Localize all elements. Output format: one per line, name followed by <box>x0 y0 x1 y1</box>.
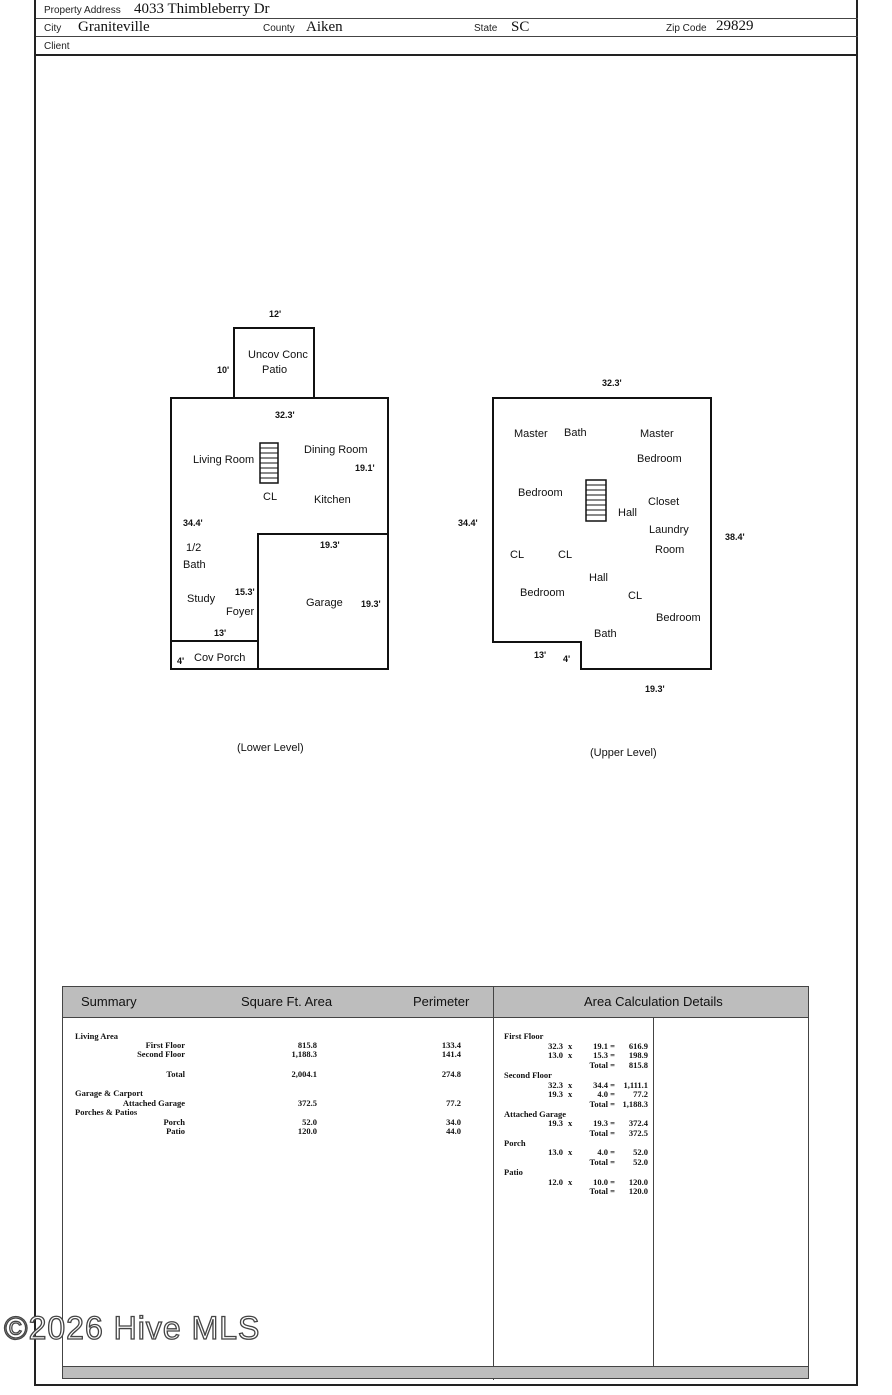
summary-row-perimeter: 274.8 <box>441 1069 461 1079</box>
dim-upper-notch-height: 4' <box>563 654 571 664</box>
dim-lower-top: 32.3' <box>275 410 295 420</box>
room-cl-1: CL <box>510 549 525 561</box>
summary-row-label: Garage & Carport <box>75 1088 143 1098</box>
detail-total-value: 1,188.3 <box>622 1098 648 1109</box>
zip-value: 29829 <box>716 18 754 34</box>
detail-times-sign: x <box>568 1040 573 1051</box>
summary-row-label: Patio <box>166 1126 185 1136</box>
summary-row-perimeter: 44.0 <box>446 1126 461 1136</box>
dim-patio-height: 10' <box>217 365 230 375</box>
address-row <box>36 0 858 19</box>
summary-row-area: 2,004.1 <box>291 1069 317 1079</box>
state-label: State <box>474 23 498 34</box>
summary-row-perimeter: 77.2 <box>446 1098 461 1108</box>
summary-header-bar <box>63 987 808 1018</box>
header-summary: Summary <box>81 994 137 1009</box>
city-label: City <box>44 23 62 34</box>
address-label: Property Address <box>44 5 121 16</box>
room-kitchen: Kitchen <box>314 494 351 506</box>
detail-total-label: Total = <box>589 1128 615 1138</box>
detail-product: 1,111.1 <box>623 1079 648 1090</box>
room-porch: Cov Porch <box>194 652 246 664</box>
detail-times-sign: x <box>568 1050 573 1061</box>
detail-factor-b: 10.0 = <box>593 1176 615 1187</box>
room-closet: Closet <box>648 496 680 508</box>
detail-factor-a: 12.0 <box>548 1176 563 1187</box>
header-perimeter: Perimeter <box>413 994 470 1009</box>
detail-factor-b: 4.0 = <box>597 1147 615 1158</box>
room-bath-bottom: Bath <box>594 628 617 640</box>
room-cl-2: CL <box>558 549 573 561</box>
zip-label: Zip Code <box>666 23 707 34</box>
detail-total-value: 815.8 <box>628 1060 648 1071</box>
summary-row-area: 52.0 <box>302 1117 317 1127</box>
dim-porch-width: 13' <box>214 628 227 638</box>
summary-row-area: 120.0 <box>297 1126 317 1136</box>
copyright-watermark: ©2026 Hive MLS <box>4 1310 261 1346</box>
detail-total-value: 52.0 <box>633 1157 648 1168</box>
detail-product: 616.9 <box>628 1040 648 1051</box>
room-master-left: Master <box>514 428 548 440</box>
room-foyer: Foyer <box>226 606 255 618</box>
detail-times-sign: x <box>568 1079 573 1090</box>
dim-foyer: 15.3' <box>235 587 255 597</box>
detail-times-sign: x <box>568 1118 573 1129</box>
upper-stairs-icon <box>585 479 607 522</box>
detail-factor-b: 19.3 = <box>593 1118 615 1129</box>
detail-total-value: 372.5 <box>628 1128 648 1138</box>
room-patio-line2: Patio <box>262 364 288 376</box>
room-laundry-line1: Laundry <box>649 524 689 536</box>
room-bath-top: Bath <box>564 427 587 439</box>
dim-patio-width: 12' <box>269 309 282 319</box>
detail-product: 120.0 <box>628 1176 648 1187</box>
detail-total-label: Total = <box>589 1060 615 1071</box>
lower-stairs-icon <box>259 442 279 484</box>
lower-level-caption: (Lower Level) <box>237 742 304 754</box>
summary-row-label: Second Floor <box>137 1049 185 1059</box>
room-bedroom-right: Bedroom <box>637 453 682 465</box>
city-row <box>36 18 858 37</box>
detail-product: 77.2 <box>633 1089 648 1100</box>
room-study: Study <box>187 593 216 605</box>
detail-total-label: Total = <box>589 1098 615 1109</box>
detail-product: 198.9 <box>628 1050 648 1061</box>
detail-product: 372.4 <box>628 1118 648 1129</box>
room-laundry-line2: Room <box>655 544 685 556</box>
header-square-ft-area: Square Ft. Area <box>241 994 333 1009</box>
summary-footer-bar <box>63 1366 808 1378</box>
detail-factor-b: 34.4 = <box>593 1079 615 1090</box>
detail-factor-b: 4.0 = <box>597 1089 615 1100</box>
summary-row-label: Living Area <box>75 1031 119 1041</box>
dim-upper-right: 38.4' <box>725 532 745 542</box>
summary-row-area: 372.5 <box>297 1098 317 1108</box>
summary-row-area: 1,188.3 <box>291 1049 317 1059</box>
detail-times-sign: x <box>568 1089 573 1100</box>
detail-section-heading: First Floor <box>504 1031 544 1041</box>
address-value: 4033 Thimbleberry Dr <box>134 1 270 17</box>
detail-factor-a: 13.0 <box>548 1147 563 1158</box>
detail-section-heading: Second Floor <box>504 1069 552 1080</box>
summary-row-label: Total <box>166 1069 185 1079</box>
state-value: SC <box>511 19 530 35</box>
detail-total-label: Total = <box>589 1157 615 1168</box>
room-halfbath-line1: 1/2 <box>186 542 202 554</box>
dim-lower-left: 34.4' <box>183 518 203 528</box>
city-value: Graniteville <box>78 19 150 35</box>
detail-times-sign: x <box>568 1176 573 1187</box>
dim-upper-left: 34.4' <box>458 518 478 528</box>
summary-row-label: Porches & Patios <box>75 1107 138 1117</box>
detail-factor-a: 13.0 <box>548 1050 563 1061</box>
dim-upper-bottom: 19.3' <box>645 684 665 694</box>
room-bedroom-bottom-left: Bedroom <box>520 587 565 599</box>
dim-porch-height: 4' <box>177 656 185 666</box>
room-hall-upper: Hall <box>618 507 637 519</box>
column-divider <box>653 1017 654 1368</box>
room-hall-lower: Hall <box>589 572 608 584</box>
room-patio-line1: Uncov Conc <box>248 349 308 361</box>
summary-row-label: Attached Garage <box>122 1098 185 1108</box>
room-dining: Dining Room <box>304 444 368 456</box>
detail-section-heading: Attached Garage <box>504 1108 567 1119</box>
detail-factor-a: 19.3 <box>548 1118 563 1129</box>
detail-section-heading: Porch <box>504 1137 526 1148</box>
detail-total-label: Total = <box>589 1186 615 1197</box>
detail-total-value: 120.0 <box>628 1186 648 1197</box>
client-label: Client <box>44 41 70 52</box>
client-row <box>36 36 858 56</box>
summary-row-perimeter: 141.4 <box>441 1049 461 1059</box>
dim-garage-top: 19.3' <box>320 540 340 550</box>
dim-lower-right: 19.1' <box>355 463 375 473</box>
detail-factor-b: 15.3 = <box>593 1050 615 1061</box>
summary-row-area: 815.8 <box>297 1040 317 1050</box>
room-bedroom-left: Bedroom <box>518 487 563 499</box>
summary-row-label: Porch <box>163 1117 185 1127</box>
upper-level-caption: (Upper Level) <box>590 747 657 759</box>
header-area-calc-details: Area Calculation Details <box>584 994 723 1009</box>
summary-row-label: First Floor <box>145 1040 185 1050</box>
room-master-right: Master <box>640 428 674 440</box>
room-garage: Garage <box>306 597 343 609</box>
room-cl: CL <box>263 491 278 503</box>
dim-garage-right: 19.3' <box>361 599 381 609</box>
detail-factor-a: 32.3 <box>548 1079 563 1090</box>
room-living: Living Room <box>193 454 255 466</box>
detail-product: 52.0 <box>633 1147 648 1158</box>
dim-upper-top: 32.3' <box>602 378 622 388</box>
county-value: Aiken <box>306 19 343 35</box>
room-cl-3: CL <box>628 590 643 602</box>
patio-outline <box>233 327 315 399</box>
detail-factor-a: 19.3 <box>548 1089 563 1100</box>
detail-times-sign: x <box>568 1147 573 1158</box>
room-bedroom-bottom-right: Bedroom <box>656 612 701 624</box>
summary-row-perimeter: 34.0 <box>446 1117 461 1127</box>
county-label: County <box>263 23 295 34</box>
room-halfbath-line2: Bath <box>183 559 206 571</box>
summary-row-perimeter: 133.4 <box>441 1040 461 1050</box>
detail-section-heading: Patio <box>504 1166 523 1177</box>
detail-factor-b: 19.1 = <box>593 1040 615 1051</box>
detail-factor-a: 32.3 <box>548 1040 563 1051</box>
column-divider <box>493 987 494 1380</box>
dim-upper-notch-width: 13' <box>534 650 547 660</box>
